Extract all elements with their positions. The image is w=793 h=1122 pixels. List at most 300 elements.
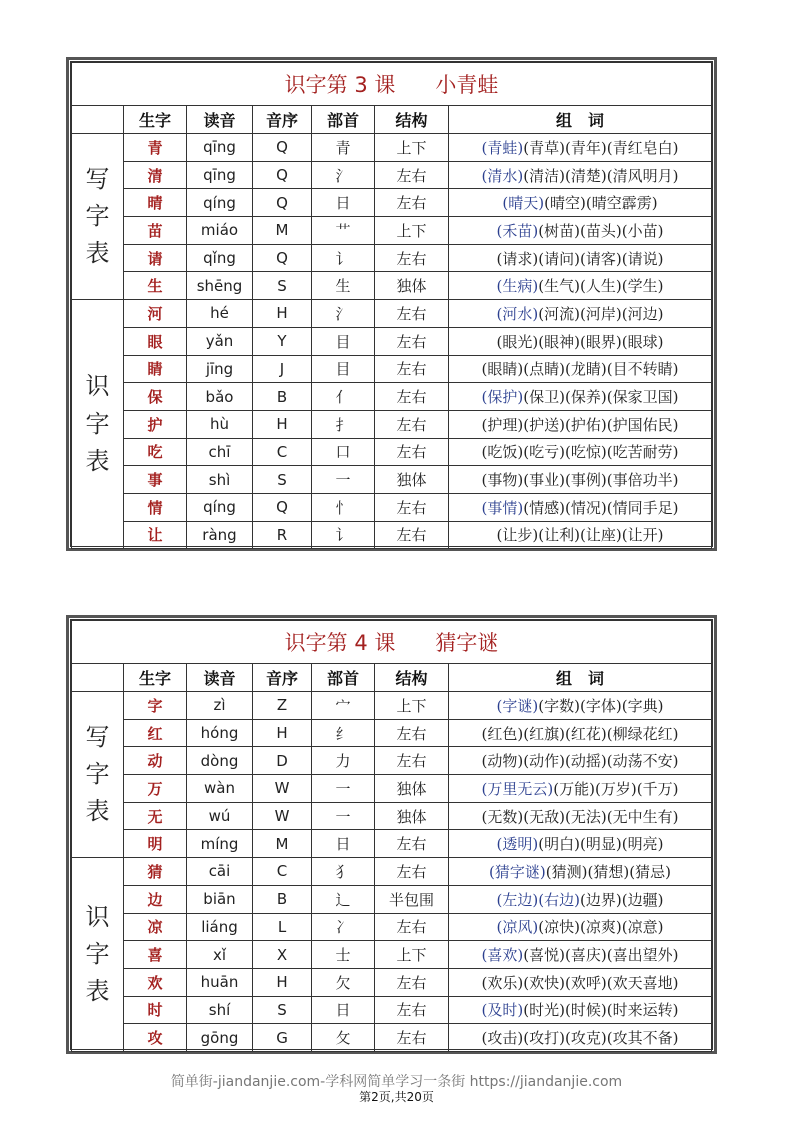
initial-letter: H [253, 410, 312, 438]
radical: 日 [312, 996, 375, 1024]
initial-letter: M [253, 830, 312, 858]
radical: 辶 [312, 885, 375, 913]
word: (保家卫国) [606, 388, 679, 407]
word-text: 凉意 [627, 918, 658, 937]
word-list [449, 189, 712, 217]
word: (攻击) [481, 1029, 524, 1048]
word: (禾苗) [496, 221, 539, 240]
initial-letter: C [253, 438, 312, 466]
word-text: 让开 [627, 526, 658, 545]
table-row [72, 941, 712, 969]
word: (动物) [481, 752, 524, 771]
word-list [449, 719, 712, 747]
initial-letter: Y [253, 327, 312, 355]
radical: 日 [312, 189, 375, 217]
word: (无法) [565, 807, 607, 826]
structure: 上下 [375, 217, 449, 245]
table-row [72, 410, 712, 438]
word: (右边) [538, 890, 580, 909]
radical: 冫 [312, 913, 375, 941]
pinyin: zì [187, 692, 253, 720]
new-character: 眼 [124, 327, 187, 355]
word: (点睛) [523, 360, 565, 379]
structure: 左右 [375, 161, 449, 189]
word-list [449, 858, 712, 886]
structure: 半包围 [375, 885, 449, 913]
structure: 独体 [375, 466, 449, 494]
radical: 一 [312, 775, 375, 803]
radical: 宀 [312, 692, 375, 720]
table-row [72, 692, 712, 720]
initial-letter: Q [253, 244, 312, 272]
word: (事物) [481, 471, 524, 490]
initial-letter: C [253, 858, 312, 886]
word-text: 字数 [544, 696, 575, 715]
new-character: 攻 [124, 1024, 187, 1052]
word: (透明) [496, 835, 539, 854]
initial-letter: Q [253, 134, 312, 162]
word-text: 万能 [559, 779, 590, 798]
title-row [72, 63, 712, 106]
table-row [72, 217, 712, 245]
radical: 口 [312, 438, 375, 466]
word-list [449, 747, 712, 775]
pinyin: wú [187, 802, 253, 830]
word: (苗头) [580, 221, 622, 240]
initial-letter: D [253, 747, 312, 775]
word-text: 万岁 [600, 779, 631, 798]
word: (左边) [496, 890, 539, 909]
structure: 左右 [375, 244, 449, 272]
word: (树苗) [538, 221, 580, 240]
pinyin: shēng [187, 272, 253, 300]
initial-letter: W [253, 802, 312, 830]
column-header: 结构 [375, 664, 449, 692]
structure: 左右 [375, 383, 449, 411]
column-header: 组 词 [449, 106, 712, 134]
word-text: 让座 [585, 526, 616, 545]
word-text: 护理 [487, 415, 518, 434]
table-row [72, 521, 712, 549]
word: (万岁) [595, 779, 637, 798]
word: (动作) [523, 752, 565, 771]
pinyin: gōng [187, 1024, 253, 1052]
word: (河流) [538, 304, 580, 323]
word: (生病) [496, 277, 539, 296]
word: (让利) [538, 526, 580, 545]
word: (青年) [565, 138, 607, 157]
word: (时光) [523, 1001, 565, 1020]
word: (喜出望外) [606, 946, 679, 965]
word: (事情) [481, 498, 524, 517]
word-text: 千万 [642, 779, 673, 798]
word: (生气) [538, 277, 580, 296]
initial-letter: H [253, 968, 312, 996]
radical: 欠 [312, 968, 375, 996]
word-text: 时来运转 [612, 1001, 673, 1020]
word: (河水) [496, 304, 539, 323]
word: (动荡不安) [606, 752, 679, 771]
new-character: 青 [124, 134, 187, 162]
word-text: 情同手足 [612, 498, 673, 517]
initial-letter: W [253, 775, 312, 803]
pinyin: shí [187, 996, 253, 1024]
word-text: 动荡不安 [612, 752, 673, 771]
initial-letter: H [253, 719, 312, 747]
pinyin: hóng [187, 719, 253, 747]
word: (青草) [523, 138, 565, 157]
lesson-number: 识字第 4 课 [284, 631, 396, 655]
structure: 左右 [375, 968, 449, 996]
word-text: 龙睛 [570, 360, 601, 379]
structure: 左右 [375, 493, 449, 521]
word: (攻打) [523, 1029, 565, 1048]
word-text: 情况 [570, 498, 601, 517]
radical: 犭 [312, 858, 375, 886]
word-text: 让利 [544, 526, 575, 545]
word: (动摇) [565, 752, 607, 771]
word-text: 护佑 [570, 415, 601, 434]
word: (欢乐) [481, 973, 524, 992]
structure: 左右 [375, 996, 449, 1024]
lesson-3-table [66, 57, 717, 551]
header-row [72, 106, 712, 134]
word-text: 字谜 [502, 696, 533, 715]
table-row [72, 134, 712, 162]
word-text: 请求 [502, 249, 533, 268]
word: (无敌) [523, 807, 565, 826]
word: (眼神) [538, 332, 580, 351]
word: (猜测) [545, 862, 588, 881]
word-text: 猜测 [551, 862, 582, 881]
word-text: 保卫 [529, 388, 560, 407]
new-character: 河 [124, 300, 187, 328]
pinyin: dòng [187, 747, 253, 775]
word-text: 小苗 [627, 221, 658, 240]
word-text: 凉风 [502, 918, 533, 937]
word-text: 攻其不备 [612, 1029, 673, 1048]
structure: 上下 [375, 692, 449, 720]
word: (眼睛) [481, 360, 524, 379]
radical: 亻 [312, 383, 375, 411]
table-row [72, 858, 712, 886]
word: (保养) [565, 388, 607, 407]
new-character: 生 [124, 272, 187, 300]
word-text: 欢乐 [487, 973, 518, 992]
word-text: 吃亏 [529, 443, 560, 462]
word-text: 字典 [627, 696, 658, 715]
word-text: 凉爽 [585, 918, 616, 937]
pinyin: qíng [187, 493, 253, 521]
new-character: 时 [124, 996, 187, 1024]
word-text: 请客 [585, 249, 616, 268]
word: (情同手足) [606, 498, 679, 517]
word: (护国佑民) [606, 415, 679, 434]
initial-letter: Q [253, 493, 312, 521]
word-text: 明白 [544, 835, 575, 854]
pinyin: chī [187, 438, 253, 466]
radical: 氵 [312, 300, 375, 328]
word: (情感) [523, 498, 565, 517]
word-text: 情感 [529, 498, 560, 517]
radical: 艹 [312, 217, 375, 245]
word: (攻克) [565, 1029, 607, 1048]
word-text: 时光 [529, 1001, 560, 1020]
structure: 左右 [375, 410, 449, 438]
word-text: 边界 [585, 890, 616, 909]
word-text: 欢快 [529, 973, 560, 992]
new-character: 事 [124, 466, 187, 494]
word: (目不转睛) [606, 360, 679, 379]
title-row [72, 621, 712, 664]
pinyin: miáo [187, 217, 253, 245]
word-list [449, 830, 712, 858]
radical: 纟 [312, 719, 375, 747]
radical: 讠 [312, 521, 375, 549]
word-text: 字体 [585, 696, 616, 715]
word-text: 攻击 [487, 1029, 518, 1048]
word-text: 请说 [627, 249, 658, 268]
word: (猜字谜) [489, 862, 546, 881]
word: (晴空霹雳) [585, 194, 658, 213]
vocab-table [71, 62, 712, 549]
table-row [72, 775, 712, 803]
word: (请说) [621, 249, 664, 268]
pinyin: liáng [187, 913, 253, 941]
word-text: 明显 [585, 835, 616, 854]
word: (护送) [523, 415, 565, 434]
word: (明白) [538, 835, 580, 854]
word: (及时) [481, 1001, 524, 1020]
word-list [449, 885, 712, 913]
word: (清水) [481, 166, 524, 185]
word-text: 学生 [627, 277, 658, 296]
new-character: 字 [124, 692, 187, 720]
initial-letter: Z [253, 692, 312, 720]
radical: 一 [312, 802, 375, 830]
new-character: 边 [124, 885, 187, 913]
word-text: 边疆 [627, 890, 658, 909]
new-character: 万 [124, 775, 187, 803]
word-text: 凉快 [544, 918, 575, 937]
word-list [449, 217, 712, 245]
column-header: 音序 [253, 664, 312, 692]
pinyin: hù [187, 410, 253, 438]
new-character: 情 [124, 493, 187, 521]
word-text: 眼神 [544, 332, 575, 351]
word-text: 护国佑民 [612, 415, 673, 434]
word: (龙睛) [565, 360, 607, 379]
word-text: 无敌 [529, 807, 560, 826]
word-text: 眼球 [627, 332, 658, 351]
word-list [449, 775, 712, 803]
word-text: 及时 [487, 1001, 518, 1020]
word: (青红皂白) [606, 138, 679, 157]
structure: 独体 [375, 272, 449, 300]
word-text: 喜欢 [487, 946, 518, 965]
word-text: 无法 [570, 807, 601, 826]
structure: 独体 [375, 802, 449, 830]
vocab-table [71, 620, 712, 1052]
structure: 左右 [375, 521, 449, 549]
word-list [449, 383, 712, 411]
radical: 力 [312, 747, 375, 775]
structure: 左右 [375, 327, 449, 355]
pinyin: qíng [187, 189, 253, 217]
word: (凉意) [621, 918, 664, 937]
word-text: 保养 [570, 388, 601, 407]
initial-letter: J [253, 355, 312, 383]
word-list [449, 355, 712, 383]
word: (边疆) [621, 890, 664, 909]
word-text: 眼睛 [487, 360, 518, 379]
word-text: 保护 [487, 388, 518, 407]
word-list [449, 327, 712, 355]
initial-letter: B [253, 885, 312, 913]
initial-letter: H [253, 300, 312, 328]
table-row [72, 802, 712, 830]
new-character: 清 [124, 161, 187, 189]
word: (情况) [565, 498, 607, 517]
word-text: 河岸 [585, 304, 616, 323]
word-text: 人生 [585, 277, 616, 296]
initial-letter: M [253, 217, 312, 245]
word-text: 时候 [570, 1001, 601, 1020]
lesson-title [72, 63, 712, 106]
word-text: 猜想 [593, 862, 624, 881]
column-header: 生字 [124, 664, 187, 692]
pinyin: qīng [187, 134, 253, 162]
word: (眼球) [621, 332, 664, 351]
word-text: 红旗 [529, 724, 560, 743]
new-character: 凉 [124, 913, 187, 941]
new-character: 红 [124, 719, 187, 747]
word-text: 请问 [544, 249, 575, 268]
word: (无数) [481, 807, 524, 826]
new-character: 无 [124, 802, 187, 830]
new-character: 欢 [124, 968, 187, 996]
pinyin: cāi [187, 858, 253, 886]
word: (护佑) [565, 415, 607, 434]
word-list [449, 466, 712, 494]
word-text: 河流 [544, 304, 575, 323]
word-text: 动作 [529, 752, 560, 771]
word: (护理) [481, 415, 524, 434]
initial-letter: S [253, 272, 312, 300]
new-character: 动 [124, 747, 187, 775]
table-row [72, 327, 712, 355]
radical: 扌 [312, 410, 375, 438]
word-text: 左边 [502, 890, 533, 909]
word: (吃亏) [523, 443, 565, 462]
word: (事倍功半) [606, 471, 679, 490]
table-row [72, 438, 712, 466]
table-row [72, 466, 712, 494]
word: (凉风) [496, 918, 539, 937]
word: (让步) [496, 526, 539, 545]
word: (红旗) [523, 724, 565, 743]
radical: 攵 [312, 1024, 375, 1052]
word: (字谜) [496, 696, 539, 715]
table-row [72, 272, 712, 300]
word-text: 晴空 [549, 194, 580, 213]
word: (眼界) [580, 332, 622, 351]
word-text: 眼界 [585, 332, 616, 351]
word-text: 无数 [487, 807, 518, 826]
group-cell [72, 300, 124, 549]
new-character: 让 [124, 521, 187, 549]
word-text: 树苗 [544, 221, 575, 240]
column-header: 生字 [124, 106, 187, 134]
word: (红花) [565, 724, 607, 743]
word-text: 动摇 [570, 752, 601, 771]
table-row [72, 244, 712, 272]
word: (猜想) [587, 862, 630, 881]
table-row [72, 1024, 712, 1052]
word: (喜悦) [523, 946, 565, 965]
word-text: 青蛙 [487, 138, 518, 157]
initial-letter: S [253, 996, 312, 1024]
word: (字数) [538, 696, 580, 715]
word: (清风明月) [606, 166, 679, 185]
word-list [449, 410, 712, 438]
word-text: 无中生有 [612, 807, 673, 826]
word-text: 喜悦 [529, 946, 560, 965]
word-text: 保家卫国 [612, 388, 673, 407]
structure: 左右 [375, 747, 449, 775]
table-row [72, 996, 712, 1024]
initial-letter: Q [253, 189, 312, 217]
word: (学生) [621, 277, 664, 296]
new-character: 睛 [124, 355, 187, 383]
radical: 青 [312, 134, 375, 162]
word-text: 明亮 [627, 835, 658, 854]
word: (千万) [636, 779, 679, 798]
new-character: 喜 [124, 941, 187, 969]
word: (万能) [553, 779, 595, 798]
lesson-4-table [66, 615, 717, 1054]
word: (人生) [580, 277, 622, 296]
new-character: 护 [124, 410, 187, 438]
structure: 上下 [375, 941, 449, 969]
table-row [72, 189, 712, 217]
word: (欢呼) [565, 973, 607, 992]
pinyin: qǐng [187, 244, 253, 272]
word-text: 喜庆 [570, 946, 601, 965]
initial-letter: B [253, 383, 312, 411]
word-text: 吃苦耐劳 [612, 443, 673, 462]
column-header: 部首 [312, 664, 375, 692]
word-list [449, 300, 712, 328]
word-text: 攻克 [570, 1029, 601, 1048]
word: (清洁) [523, 166, 565, 185]
word-list [449, 996, 712, 1024]
page-number: 第2页,共20页 [359, 1090, 434, 1104]
radical: 目 [312, 355, 375, 383]
word: (字体) [580, 696, 622, 715]
word-list [449, 968, 712, 996]
pinyin: ràng [187, 521, 253, 549]
group-label: 识字表 [85, 372, 110, 475]
lesson-name: 小青蛙 [435, 73, 499, 97]
radical: 讠 [312, 244, 375, 272]
table-row [72, 885, 712, 913]
word: (保护) [481, 388, 524, 407]
structure: 左右 [375, 913, 449, 941]
word-list [449, 134, 712, 162]
table-row [72, 161, 712, 189]
word: (让座) [580, 526, 622, 545]
